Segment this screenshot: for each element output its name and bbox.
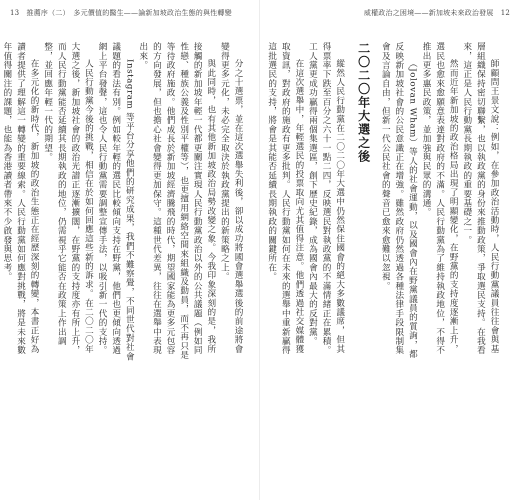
- paragraph: 與此同時，也有其他新加坡政治局勢改變之象。今我印象深刻的是，我所接觸的新加坡年輕一代都更關注實現人民行動黨政治以外的公共議題（例如同性戀、種族公義及性別平權等），也更擅用網絡空間來組織及動員，而不再只是等待政府施政。他們成長於新加坡經濟騰飛的時代，期望國家能為更多元包容的方向發展，但也擔心社會變得更加保守。這種世代差異，往往在選舉中表現出來。: [137, 42, 216, 360]
- paragraph: （Jolovan Wham）等人的社會運動，以及國會內在野黨議員的質詢，都反映新加坡社會的公民意識正在增強。雖然政府仍然透過各種法律手段限制集會及言論自由，但新一代公民社會的聲音已愈來愈難以忽視。: [380, 42, 418, 359]
- section-heading: 二〇二〇年大選之後: [356, 42, 371, 164]
- right-running-head: 威權政治之困境——新加坡未來政治發展 12: [363, 9, 510, 17]
- paragraph: 縱然人民行動黨在二〇二〇年大選中仍然保住國會的絕大多數議席，但其得票率下跌至百分之六十一點二四，反映選民對執政黨的不滿情緒正在累積。工人黨更成功贏得兩個集選區，創下歷史紀錄，成為國會內最大的反對黨。: [307, 42, 345, 355]
- paragraph: 師顧問王景文說：例如，在參加政治活動時，人民行動黨議員往往會與基層組織保持密切聯繫，也以執政黨的身份來推動政策，爭取選民支持。在我看來，這正是人民行動黨長期執政的重要基礎之一。: [461, 42, 499, 355]
- paragraph: 然而近年新加坡的政治格局出現了明顯變化，在野黨的支持度逐漸上升，選民也愈來愈願意表達對政府的不滿。人民行動黨為了維持執政地位，不得不推出更多惠民政策，並加強與民眾的溝通。: [421, 42, 459, 355]
- paragraph: 在這次選舉中，年輕選民的投票取向尤其值得注意。他們透過社交媒體獲取資訊，對政府的施政有更多批判。人民行動黨如何在未來的選舉中重新贏得這批選民的支持，將會是其能否延續長期執政的關鍵所在。: [266, 42, 304, 355]
- paragraph: 人民行動黨今後的挑戰，相信在於如何回應這些新的訴求。在二〇二〇年大選之後，新加坡社會的政治光譜正逐漸擴闊，在野黨的支持度亦有所上升，而人民行動黨能否延續其長期執政的地位，仍需視乎它能否在政策上作出調整，並回應年輕一代的期望。: [42, 42, 94, 355]
- right-body-text: [266, 42, 500, 362]
- left-body-text: [1, 42, 244, 362]
- paragraph: 在多元化的新時代，新加坡的政治生態正在經歷深刻的轉變，本書正好為讀者提供了理解這一轉變的重要線索。人民行動黨如何應對挑戰，將是未來數年值得關注的課題，也能為香港讀者帶來不少啟發與思考。: [1, 42, 40, 355]
- right-page: [260, 0, 520, 500]
- left-running-head: 13 推薦序（二） 多元價值的醫生——論新加坡政治生態的與性轉變: [10, 9, 232, 17]
- paragraph: Instagram 等平台分享他們的研究成果，我們不難察覺，不同世代對社會議題的看法有別。例如較年輕的選民比較傾向支持在野黨，他們也更傾向透過網上平台發聲，這也令人民行動黨需要調整宣傳手法，以吸引新一代的支持。: [97, 42, 135, 362]
- paragraph: 分之十選票，並在這次選舉失利後，卻以成功將國會選舉選後的前途將會變得更多元化，未必完全取決於執政黨提出的新策略之上。: [219, 42, 243, 354]
